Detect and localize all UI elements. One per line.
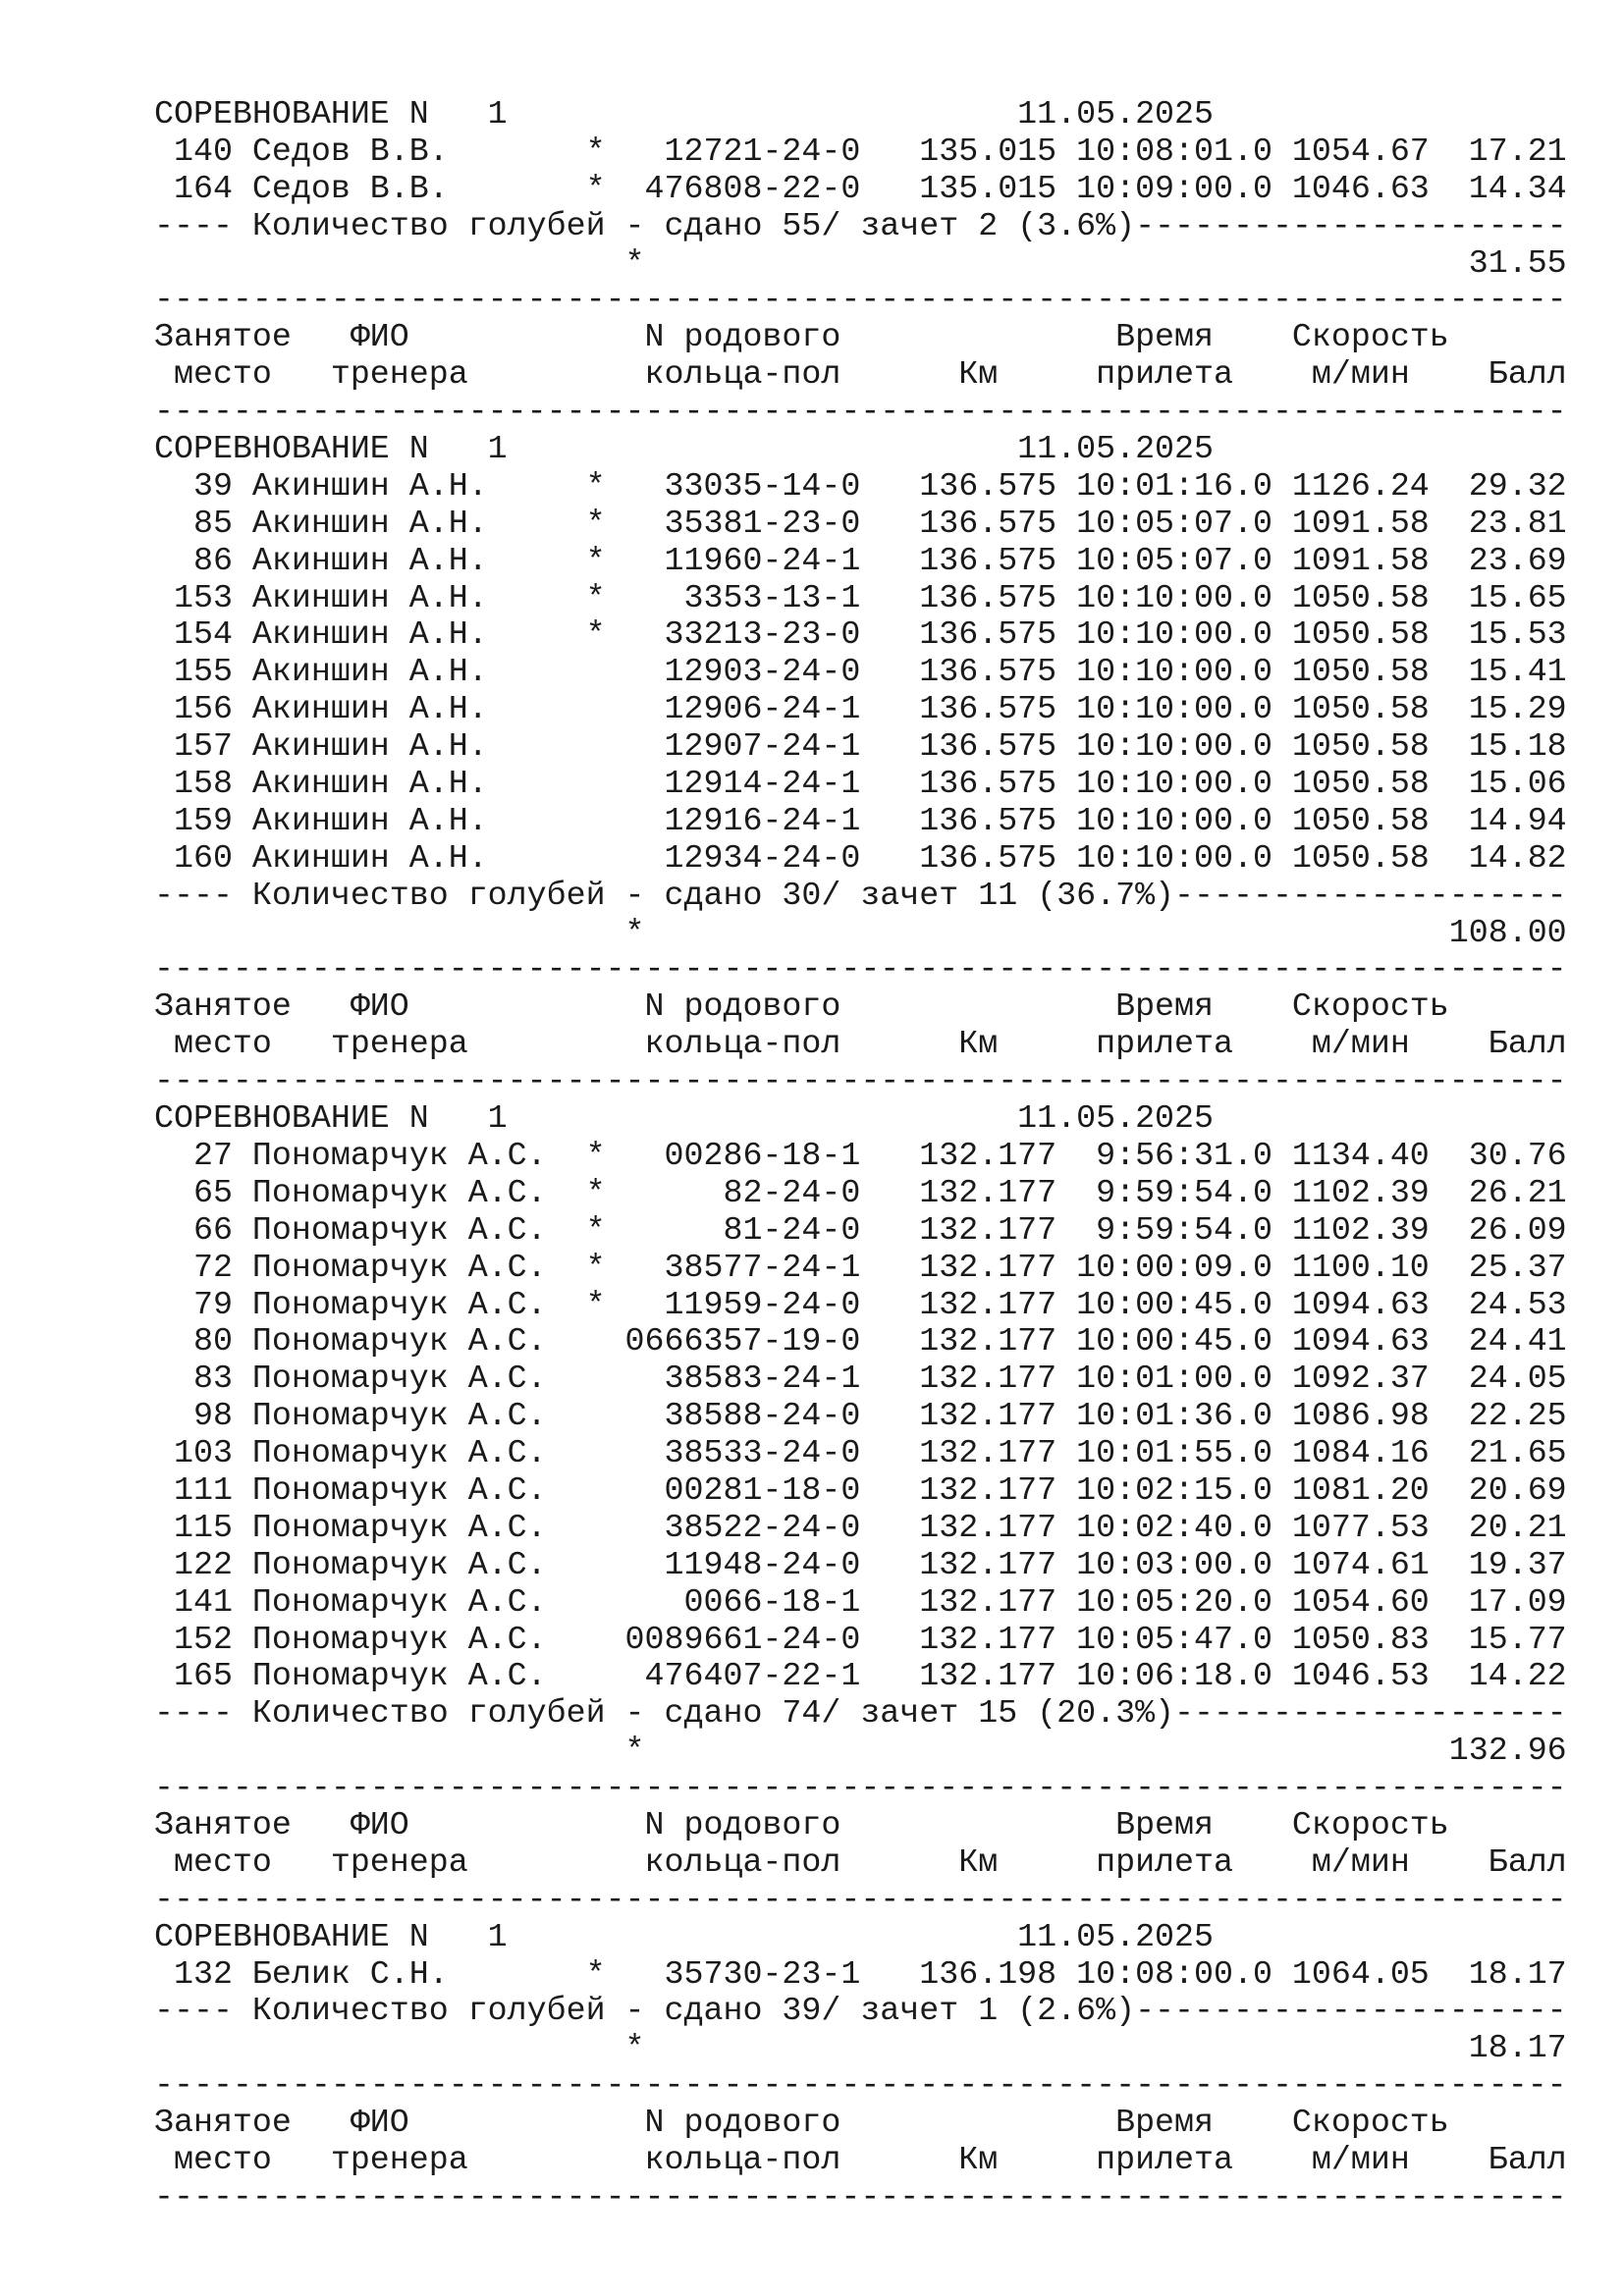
- printout-line: 165 Пономарчук А.С. 476407-22-1 132.177 10:06:18.0 1046.53 14.22: [154, 1657, 1567, 1695]
- printout-line: 122 Пономарчук А.С. 11948-24-0 132.177 10:03:00.0 1074.61 19.37: [154, 1545, 1567, 1583]
- printout-line: 141 Пономарчук А.С. 0066-18-1 132.177 10:05:20.0 1054.60 17.09: [154, 1582, 1567, 1621]
- printout-line: ---- Количество голубей - сдано 74/ зачет 15 (20.3%)--------------------: [154, 1694, 1567, 1733]
- printout-line: Занятое ФИО N родового Время Скорость: [154, 318, 1449, 356]
- printout-line: 103 Пономарчук А.С. 38533-24-0 132.177 10:01:55.0 1084.16 21.65: [154, 1434, 1567, 1472]
- printout-line: ------------------------------------------------------------------------: [154, 2177, 1567, 2216]
- printout-line: 152 Пономарчук А.С. 0089661-24-0 132.177 10:05:47.0 1050.83 15.77: [154, 1620, 1567, 1658]
- printout-line: СОРЕВНОВАНИЕ N 1 11.05.2025: [154, 1917, 1214, 1955]
- printout-line: 153 Акиншин А.Н. * 3353-13-1 136.575 10:10:00.0 1050.58 15.65: [154, 578, 1567, 616]
- printout-line: СОРЕВНОВАНИЕ N 1 11.05.2025: [154, 95, 1214, 133]
- printout-line: место тренера кольца-пол Км прилета м/мин Балл: [154, 355, 1567, 394]
- printout-line: 98 Пономарчук А.С. 38588-24-0 132.177 10:01:36.0 1086.98 22.25: [154, 1397, 1567, 1435]
- printout-line: место тренера кольца-пол Км прилета м/мин Балл: [154, 1842, 1567, 1881]
- printout-line: 132 Белик С.Н. * 35730-23-1 136.198 10:08:00.0 1064.05 18.17: [154, 1954, 1567, 1993]
- printout-line: 164 Седов В.В. * 476808-22-0 135.015 10:09:00.0 1046.63 14.34: [154, 169, 1567, 207]
- printout-line: 85 Акиншин А.Н. * 35381-23-0 136.575 10:05:07.0 1091.58 23.81: [154, 504, 1567, 542]
- printout-line: ------------------------------------------------------------------------: [154, 1062, 1567, 1100]
- printout-line: * 108.00: [154, 913, 1567, 951]
- printout-line: 140 Седов В.В. * 12721-24-0 135.015 10:08:01.0 1054.67 17.21: [154, 132, 1567, 170]
- printout-line: 65 Пономарчук А.С. * 82-24-0 132.177 9:59:54.0 1102.39 26.21: [154, 1173, 1567, 1211]
- printout-line: ------------------------------------------------------------------------: [154, 950, 1567, 988]
- printout-line: 115 Пономарчук А.С. 38522-24-0 132.177 10:02:40.0 1077.53 20.21: [154, 1508, 1567, 1546]
- printout-line: ------------------------------------------------------------------------: [154, 393, 1567, 431]
- printout-line: ---- Количество голубей - сдано 55/ зачет 2 (3.6%)----------------------: [154, 206, 1567, 244]
- printout-line: 86 Акиншин А.Н. * 11960-24-1 136.575 10:05:07.0 1091.58 23.69: [154, 541, 1567, 579]
- printout-line: ------------------------------------------------------------------------: [154, 281, 1567, 319]
- printout-line: 66 Пономарчук А.С. * 81-24-0 132.177 9:59:54.0 1102.39 26.09: [154, 1210, 1567, 1249]
- printout-line: место тренера кольца-пол Км прилета м/мин Балл: [154, 2140, 1567, 2178]
- printout-line: ------------------------------------------------------------------------: [154, 2066, 1567, 2105]
- printout-line: 72 Пономарчук А.С. * 38577-24-1 132.177 10:00:09.0 1100.10 25.37: [154, 1248, 1567, 1286]
- printout-line: 158 Акиншин А.Н. 12914-24-1 136.575 10:10:00.0 1050.58 15.06: [154, 765, 1567, 803]
- printout-line: место тренера кольца-пол Км прилета м/мин Балл: [154, 1025, 1567, 1063]
- results-printout: [154, 96, 1567, 2216]
- printout-line: 160 Акиншин А.Н. 12934-24-0 136.575 10:10:00.0 1050.58 14.82: [154, 838, 1567, 877]
- printout-line: СОРЕВНОВАНИЕ N 1 11.05.2025: [154, 430, 1214, 468]
- printout-line: ---- Количество голубей - сдано 30/ зачет 11 (36.7%)--------------------: [154, 876, 1567, 914]
- printout-line: 159 Акиншин А.Н. 12916-24-1 136.575 10:10:00.0 1050.58 14.94: [154, 801, 1567, 839]
- printout-line: 156 Акиншин А.Н. 12906-24-1 136.575 10:10:00.0 1050.58 15.29: [154, 690, 1567, 728]
- printout-line: Занятое ФИО N родового Время Скорость: [154, 2104, 1449, 2142]
- printout-line: * 18.17: [154, 2029, 1567, 2067]
- printout-line: СОРЕВНОВАНИЕ N 1 11.05.2025: [154, 1099, 1214, 1138]
- printout-line: 80 Пономарчук А.С. 0666357-19-0 132.177 10:00:45.0 1094.63 24.41: [154, 1322, 1567, 1361]
- printout-line: Занятое ФИО N родового Время Скорость: [154, 988, 1449, 1026]
- printout-line: ---- Количество голубей - сдано 39/ зачет 1 (2.6%)----------------------: [154, 1992, 1567, 2030]
- printout-line: 39 Акиншин А.Н. * 33035-14-0 136.575 10:01:16.0 1126.24 29.32: [154, 466, 1567, 505]
- printout-line: * 132.96: [154, 1732, 1567, 1770]
- printout-line: 155 Акиншин А.Н. 12903-24-0 136.575 10:10:00.0 1050.58 15.41: [154, 653, 1567, 691]
- printout-line: Занятое ФИО N родового Время Скорость: [154, 1805, 1449, 1843]
- printout-line: 157 Акиншин А.Н. 12907-24-1 136.575 10:10:00.0 1050.58 15.18: [154, 727, 1567, 766]
- printout-line: * 31.55: [154, 243, 1567, 282]
- printout-line: 79 Пономарчук А.С. * 11959-24-0 132.177 10:00:45.0 1094.63 24.53: [154, 1285, 1567, 1323]
- printout-line: 154 Акиншин А.Н. * 33213-23-0 136.575 10:10:00.0 1050.58 15.53: [154, 615, 1567, 654]
- printout-line: 83 Пономарчук А.С. 38583-24-1 132.177 10:01:00.0 1092.37 24.05: [154, 1360, 1567, 1398]
- printout-line: ------------------------------------------------------------------------: [154, 1769, 1567, 1807]
- printout-line: 111 Пономарчук А.С. 00281-18-0 132.177 10:02:15.0 1081.20 20.69: [154, 1470, 1567, 1509]
- printout-line: ------------------------------------------------------------------------: [154, 1880, 1567, 1918]
- printout-line: 27 Пономарчук А.С. * 00286-18-1 132.177 9:56:31.0 1134.40 30.76: [154, 1136, 1567, 1174]
